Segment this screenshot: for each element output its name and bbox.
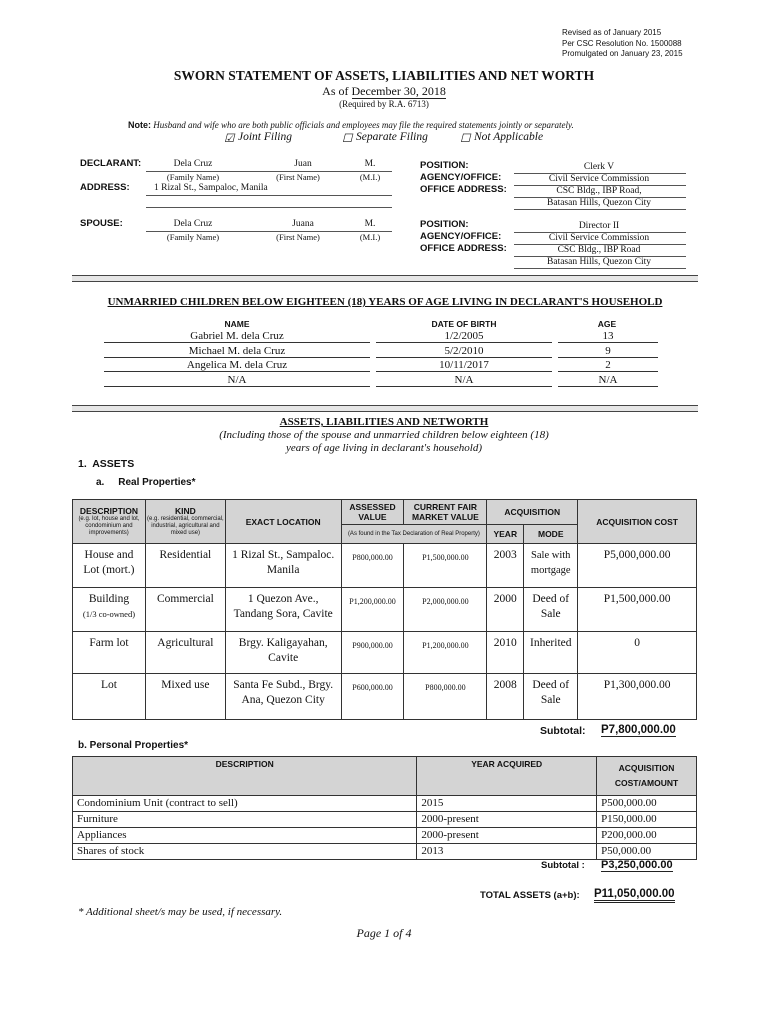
declarant-first-caption: (First Name)	[276, 172, 320, 182]
document-title: SWORN STATEMENT OF ASSETS, LIABILITIES AND NET WORTH	[173, 68, 595, 83]
property-description: Farm lot	[73, 632, 146, 674]
property-cost: 0	[578, 632, 697, 674]
declarant-office-address-1: CSC Bldg., IBP Road,	[556, 186, 642, 196]
property-mode: Sale with mortgage	[524, 544, 578, 588]
table-row	[73, 588, 697, 632]
spouse-first-name: Juana	[292, 219, 314, 229]
joint-filing-label: Joint Filing	[238, 131, 292, 143]
spouse-mi: M.	[364, 219, 376, 229]
spouse-position: Director II	[578, 221, 620, 231]
spouse-family-caption: (Family Name)	[166, 232, 220, 242]
spouse-position-label: POSITION:	[420, 219, 469, 230]
pp-cost: P150,000.00	[597, 812, 697, 828]
property-market: P2,000,000.00	[404, 588, 487, 632]
property-year: 2003	[487, 544, 524, 588]
pp-year: 2013	[417, 844, 597, 860]
note-text: Husband and wife who are both public officials and employees may file the required statements jointly or separately.	[153, 120, 574, 130]
property-year: 2010	[487, 632, 524, 674]
pp-year-header: YEAR ACQUIRED	[417, 757, 597, 796]
additional-sheets-note: * Additional sheet/s may be used, if necessary.	[78, 906, 283, 918]
assets-section-title: ASSETS, LIABILITIES AND NETWORTH	[279, 416, 489, 428]
spouse-office-address-label: OFFICE ADDRESS:	[420, 243, 507, 254]
location-header: EXACT LOCATION	[225, 500, 341, 544]
property-kind: Residential	[145, 544, 225, 588]
table-row	[73, 796, 697, 812]
property-location: 1 Rizal St., Sampaloc. Manila	[225, 544, 341, 588]
declarant-label: DECLARANT:	[80, 158, 142, 169]
declarant-address: 1 Rizal St., Sampaloc, Manila	[154, 183, 268, 193]
property-market: P1,500,000.00	[404, 544, 487, 588]
spouse-family-name: Dela Cruz	[173, 219, 213, 229]
declarant-first-name: Juan	[294, 159, 312, 169]
property-assessed: P1,200,000.00	[341, 588, 404, 632]
child-dob: 1/2/2005	[376, 330, 552, 343]
pp-year: 2000-present	[417, 828, 597, 844]
not-applicable-checkbox[interactable]: ☐	[460, 133, 471, 145]
property-assessed: P900,000.00	[341, 632, 404, 674]
filing-note	[128, 120, 574, 130]
child-dob: 5/2/2010	[376, 345, 552, 358]
pp-description-header: DESCRIPTION	[73, 757, 417, 796]
real-subtotal-label: Subtotal:	[540, 725, 586, 737]
pp-year: 2015	[417, 796, 597, 812]
table-row	[73, 828, 697, 844]
real-properties-table	[72, 499, 697, 720]
kind-header-sub: (e.g. residential, commercial, industrial, agricultural and mixed use)	[147, 516, 224, 536]
revision-line-1: Revised as of January 2015	[562, 28, 662, 37]
as-of-date: December 30, 2018	[351, 84, 446, 98]
spouse-mi-caption: (M.I.)	[359, 232, 381, 242]
assets-subtitle-1: (Including those of the spouse and unmarried children below eighteen (18)	[219, 429, 549, 441]
property-description: House and Lot (mort.)	[73, 544, 146, 588]
address-label: ADDRESS:	[80, 182, 130, 193]
property-market: P1,200,000.00	[404, 632, 487, 674]
real-properties-heading: a. Real Properties*	[96, 477, 196, 488]
children-dob-header: DATE OF BIRTH	[431, 319, 497, 329]
spouse-office-address-rule-2	[514, 268, 686, 269]
children-list	[104, 330, 658, 388]
property-cost: P1,300,000.00	[578, 674, 697, 720]
cost-header: ACQUISITION COST	[578, 500, 697, 544]
description-header: DESCRIPTION (e.g. lot, house and lot, condominium and improvements)	[73, 500, 146, 544]
child-age: 13	[558, 330, 658, 343]
property-cost: P1,500,000.00	[578, 588, 697, 632]
real-subtotal-value: P7,800,000.00	[601, 724, 676, 736]
year-header: YEAR	[487, 525, 524, 544]
assessed-header: ASSESSED VALUE	[341, 500, 404, 525]
agency-label: AGENCY/OFFICE:	[420, 172, 502, 183]
section-separator-2	[72, 405, 698, 412]
property-mode: Deed of Sale	[524, 674, 578, 720]
table-row	[73, 812, 697, 828]
property-assessed: P600,000.00	[341, 674, 404, 720]
property-description: Lot	[73, 674, 146, 720]
list-item	[104, 330, 658, 345]
property-location: Brgy. Kaligayahan, Cavite	[225, 632, 341, 674]
office-address-label: OFFICE ADDRESS:	[420, 184, 507, 195]
spouse-first-caption: (First Name)	[276, 232, 320, 242]
child-name: Gabriel M. dela Cruz	[104, 330, 370, 343]
revision-line-3: Promulgated on January 23, 2015	[562, 49, 683, 58]
property-year: 2008	[487, 674, 524, 720]
children-age-header: AGE	[597, 319, 617, 329]
property-mode: Inherited	[524, 632, 578, 674]
pp-description: Shares of stock	[73, 844, 417, 860]
child-age: 2	[558, 359, 658, 372]
personal-properties-table	[72, 756, 697, 860]
note-label: Note:	[128, 120, 151, 130]
child-age: 9	[558, 345, 658, 358]
child-name: Michael M. dela Cruz	[104, 345, 370, 358]
address-rule-2	[146, 207, 392, 208]
separate-filing-checkbox[interactable]: ☐	[342, 133, 353, 145]
list-item	[104, 345, 658, 360]
description-header-sub: (e.g. lot, house and lot, condominium and improvements)	[78, 516, 140, 536]
table-row	[73, 674, 697, 720]
child-age: N/A	[558, 374, 658, 387]
declarant-mi: M.	[364, 159, 376, 169]
pp-year: 2000-present	[417, 812, 597, 828]
declarant-family-caption: (Family Name)	[166, 172, 220, 182]
pp-cost-header: ACQUISITION COST/AMOUNT	[597, 757, 697, 796]
declarant-mi-caption: (M.I.)	[359, 172, 381, 182]
values-note: (As found in the Tax Declaration of Real Property)	[341, 525, 487, 544]
total-assets-value: P11,050,000.00	[594, 888, 675, 903]
page-number: Page 1 of 4	[356, 926, 412, 940]
pp-description: Appliances	[73, 828, 417, 844]
pp-cost: P50,000.00	[597, 844, 697, 860]
declarant-position: Clerk V	[583, 162, 615, 172]
spouse-agency: Civil Service Commission	[548, 233, 650, 243]
as-of-prefix: As of	[322, 84, 349, 98]
separate-filing-label: Separate Filing	[356, 131, 428, 143]
property-year: 2000	[487, 588, 524, 632]
kind-header: KIND (e.g. residential, commercial, industrial, agricultural and mixed use)	[145, 500, 225, 544]
office-address-rule-2	[514, 209, 686, 210]
property-location: Santa Fe Subd., Brgy. Ana, Quezon City	[225, 674, 341, 720]
spouse-agency-label: AGENCY/OFFICE:	[420, 231, 502, 242]
child-dob: N/A	[376, 374, 552, 387]
section-separator-1	[72, 275, 698, 282]
total-assets-label: TOTAL ASSETS (a+b):	[480, 890, 580, 901]
address-rule-1	[146, 195, 392, 196]
spouse-office-address-1: CSC Bldg., IBP Road	[557, 245, 641, 255]
children-title: UNMARRIED CHILDREN BELOW EIGHTEEN (18) YEARS OF AGE LIVING IN DECLARANT'S HOUSEHOLD	[107, 296, 663, 308]
list-item	[104, 359, 658, 374]
assets-subtitle-2: years of age living in declarant's household)	[285, 442, 483, 454]
list-item	[104, 374, 658, 389]
pp-description: Condominium Unit (contract to sell)	[73, 796, 417, 812]
required-by: (Required by R.A. 6713)	[339, 99, 429, 109]
personal-properties-heading: b. Personal Properties*	[78, 740, 189, 751]
table-row	[73, 632, 697, 674]
declarant-office-address-2: Batasan Hills, Quezon City	[547, 198, 651, 208]
pp-cost: P500,000.00	[597, 796, 697, 812]
child-name: N/A	[104, 374, 370, 387]
acquisition-header: ACQUISITION	[487, 500, 578, 525]
market-header: CURRENT FAIR MARKET VALUE	[404, 500, 487, 525]
property-mode: Deed of Sale	[524, 588, 578, 632]
mode-header: MODE	[524, 525, 578, 544]
personal-subtotal-value: P3,250,000.00	[601, 859, 673, 871]
personal-subtotal-label: Subtotal :	[541, 860, 585, 871]
as-of-line	[0, 84, 768, 99]
children-name-header: NAME	[224, 319, 250, 329]
joint-filing-checkbox[interactable]: ☑	[224, 133, 235, 145]
assets-heading: 1. ASSETS	[78, 458, 135, 470]
property-kind: Agricultural	[145, 632, 225, 674]
property-kind: Mixed use	[145, 674, 225, 720]
property-description-note: (1/3 co-owned)	[82, 609, 136, 619]
property-kind: Commercial	[145, 588, 225, 632]
declarant-family-name: Dela Cruz	[173, 159, 213, 169]
property-location: 1 Quezon Ave., Tandang Sora, Cavite	[225, 588, 341, 632]
pp-cost: P200,000.00	[597, 828, 697, 844]
spouse-office-address-2: Batasan Hills, Quezon City	[547, 257, 651, 267]
not-applicable-label: Not Applicable	[474, 131, 544, 143]
property-description: Building (1/3 co-owned)	[73, 588, 146, 632]
position-label: POSITION:	[420, 160, 469, 171]
property-market: P800,000.00	[404, 674, 487, 720]
child-name: Angelica M. dela Cruz	[104, 359, 370, 372]
pp-description: Furniture	[73, 812, 417, 828]
declarant-agency: Civil Service Commission	[548, 174, 650, 184]
table-row	[73, 544, 697, 588]
property-cost: P5,000,000.00	[578, 544, 697, 588]
spouse-label: SPOUSE:	[80, 218, 123, 229]
revision-line-2: Per CSC Resolution No. 1500088	[562, 38, 682, 48]
table-row	[73, 844, 697, 860]
property-assessed: P800,000.00	[341, 544, 404, 588]
revision-block	[562, 28, 683, 60]
child-dob: 10/11/2017	[376, 359, 552, 372]
